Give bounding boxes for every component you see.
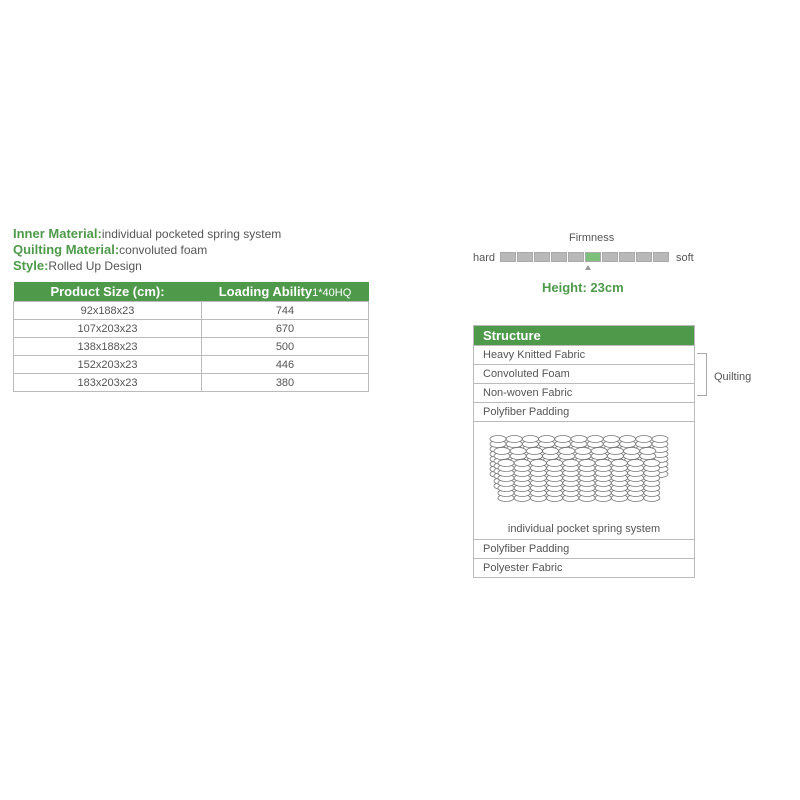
firmness-marker-icon xyxy=(585,265,591,270)
structure-box xyxy=(473,325,695,578)
spec-key: Style: xyxy=(13,258,49,273)
firmness-segment xyxy=(534,252,550,262)
header-loading-sub: 1*40HQ xyxy=(312,287,352,299)
size-cell: 107x203x23 xyxy=(14,320,202,338)
table-row xyxy=(14,338,369,356)
spring-caption: individual pocket spring system xyxy=(507,523,661,535)
firmness-segment xyxy=(636,252,652,262)
load-cell: 670 xyxy=(202,320,369,338)
structure-title: Structure xyxy=(474,326,694,345)
load-cell: 500 xyxy=(202,338,369,356)
size-cell: 138x188x23 xyxy=(14,338,202,356)
structure-layer: Polyfiber Padding xyxy=(474,402,694,421)
spec-style xyxy=(13,258,373,274)
firmness-segment xyxy=(619,252,635,262)
firmness-soft-label: soft xyxy=(676,252,694,264)
spec-value: Rolled Up Design xyxy=(48,259,142,273)
spec-value: individual pocketed spring system xyxy=(101,227,282,241)
table-row xyxy=(14,356,369,374)
spring-illustration xyxy=(474,421,694,539)
structure-layer: Polyester Fabric xyxy=(474,558,694,577)
load-cell: 380 xyxy=(202,374,369,392)
table-row xyxy=(14,374,369,392)
header-loading-label: Loading Ability xyxy=(218,284,313,299)
spec-value: convoluted foam xyxy=(119,243,208,257)
load-cell: 744 xyxy=(202,302,369,320)
table-header-row xyxy=(14,282,369,302)
structure-layer: Non-woven Fabric xyxy=(474,383,694,402)
height-label: Height: 23cm xyxy=(542,280,624,295)
quilting-label: Quilting xyxy=(714,371,752,383)
table-row xyxy=(14,320,369,338)
firmness-segment xyxy=(585,252,601,262)
size-cell: 183x203x23 xyxy=(14,374,202,392)
quilting-bracket xyxy=(697,353,707,396)
spec-key: Inner Material: xyxy=(13,226,102,241)
load-cell: 446 xyxy=(202,356,369,374)
structure-layer: Polyfiber Padding xyxy=(474,539,694,558)
firmness-hard-label: hard xyxy=(473,252,496,264)
header-loading-ability xyxy=(202,282,369,302)
size-cell: 152x203x23 xyxy=(14,356,202,374)
table-row xyxy=(14,302,369,320)
header-product-size: Product Size (cm): xyxy=(14,282,202,302)
spec-key: Quilting Material: xyxy=(13,242,120,257)
firmness-segment xyxy=(602,252,618,262)
spec-inner-material xyxy=(13,226,373,242)
pocket-springs-icon xyxy=(488,434,678,514)
firmness-segment xyxy=(517,252,533,262)
firmness-segment xyxy=(551,252,567,262)
firmness-title: Firmness xyxy=(569,232,615,244)
firmness-segment xyxy=(653,252,669,262)
spec-list xyxy=(13,226,373,274)
structure-layer: Convoluted Foam xyxy=(474,364,694,383)
firmness-segment xyxy=(568,252,584,262)
firmness-bar xyxy=(500,252,669,262)
size-table xyxy=(13,282,369,392)
firmness-segment xyxy=(500,252,516,262)
size-cell: 92x188x23 xyxy=(14,302,202,320)
structure-layer: Heavy Knitted Fabric xyxy=(474,345,694,364)
spec-quilting-material xyxy=(13,242,373,258)
